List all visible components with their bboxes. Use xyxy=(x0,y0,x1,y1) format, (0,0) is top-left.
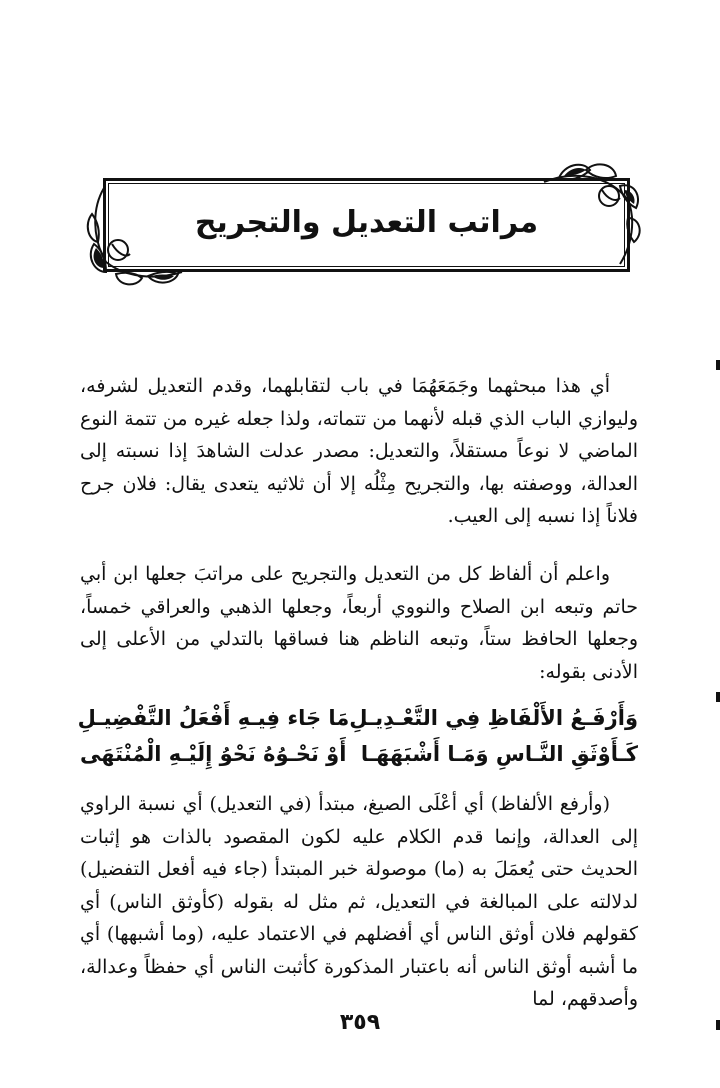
verse-line-1 xyxy=(77,700,638,736)
floral-ornament-icon xyxy=(524,160,644,280)
verse-hemistich-right: وَأَرْفَـعُ الأَلْفَاظِ فِي التَّعْـدِيـلِ xyxy=(349,706,638,730)
paragraph-text: واعلم أن ألفاظ كل من التعديل والتجريح على مراتبَ جعلها ابن أبي حاتم وتبعه ابن الصلاح والنووي أربعاً، وجعلها الذهبي والعراقي خمساً، وجعلها الحافظ ستاً، وتبعه الناظم هنا فساقها بالتدلي من الأعلى إلى الأدنى بقوله: xyxy=(80,563,638,683)
verse-line-2 xyxy=(80,736,638,772)
chapter-title: مراتب التعديل والتجريح xyxy=(194,205,539,240)
scan-edge-mark xyxy=(716,360,720,370)
verse-block xyxy=(77,700,638,772)
paragraph-text: أي هذا مبحثهما وجَمَعَهُمَا في باب لتقابلهما، وقدم التعديل لشرفه، وليوازي الباب الذي قبله لأنهما من تتماته، ولذا جعله غيره من تتمة النوع الماضي لا نوعاً مستقلاً، والتعديل: مصدر عدلت الشاهدَ إذا نسبته إلى العدالة، ووصفته بها، والتجريح مِثْلُه إلا أن ثلاثيه يتعدى يقال: فلان جرح فلاناً إذا نسبه إلى العيب. xyxy=(80,375,638,527)
verse-hemistich-left: مَا جَاء فِيـهِ أَفْعَلُ التَّفْضِيـلِ xyxy=(77,706,350,730)
verse-hemistich-right: كَـأَوْثَقِ النَّـاسِ وَمَـا أَشْبَهَهَـا xyxy=(360,742,638,766)
scan-edge-mark xyxy=(716,1020,720,1030)
paragraph-text: (وأرفع الألفاظ) أي أعْلَى الصيغ، مبتدأ (في التعديل) أي نسبة الراوي إلى العدالة، وإنما قدم الكلام عليه لكون المقصود بالذات هو إثبات الحديث حتى يُعمَلَ به (ما) موصولة خبر المبتدأ (جاء فيه أفعل التفضيل) لدلالته على المبالغة في التعديل، ثم مثل له بقوله (كأوثق الناس) أي كقولهم فلان أوثق الناس أي أفضلهم في الاعتماد عليه، (وما أشبهها) أي ما أشبه أوثق الناس أنه باعتبار المذكورة كأثبت الناس أي حفظاً وعدالة، وأصدقهم، لما xyxy=(80,793,638,1010)
paragraph-1 xyxy=(80,370,638,533)
floral-ornament-icon xyxy=(86,178,196,288)
page-number: ٣٥٩ xyxy=(339,1010,381,1035)
commentary-paragraph xyxy=(80,788,638,1016)
verse-hemistich-left: أَوْ نَحْـوُهُ نَحْوُ إِلَيْـهِ الْمُنْتَهَى xyxy=(80,742,347,766)
scan-edge-mark xyxy=(716,692,720,702)
paragraph-2 xyxy=(80,558,638,688)
